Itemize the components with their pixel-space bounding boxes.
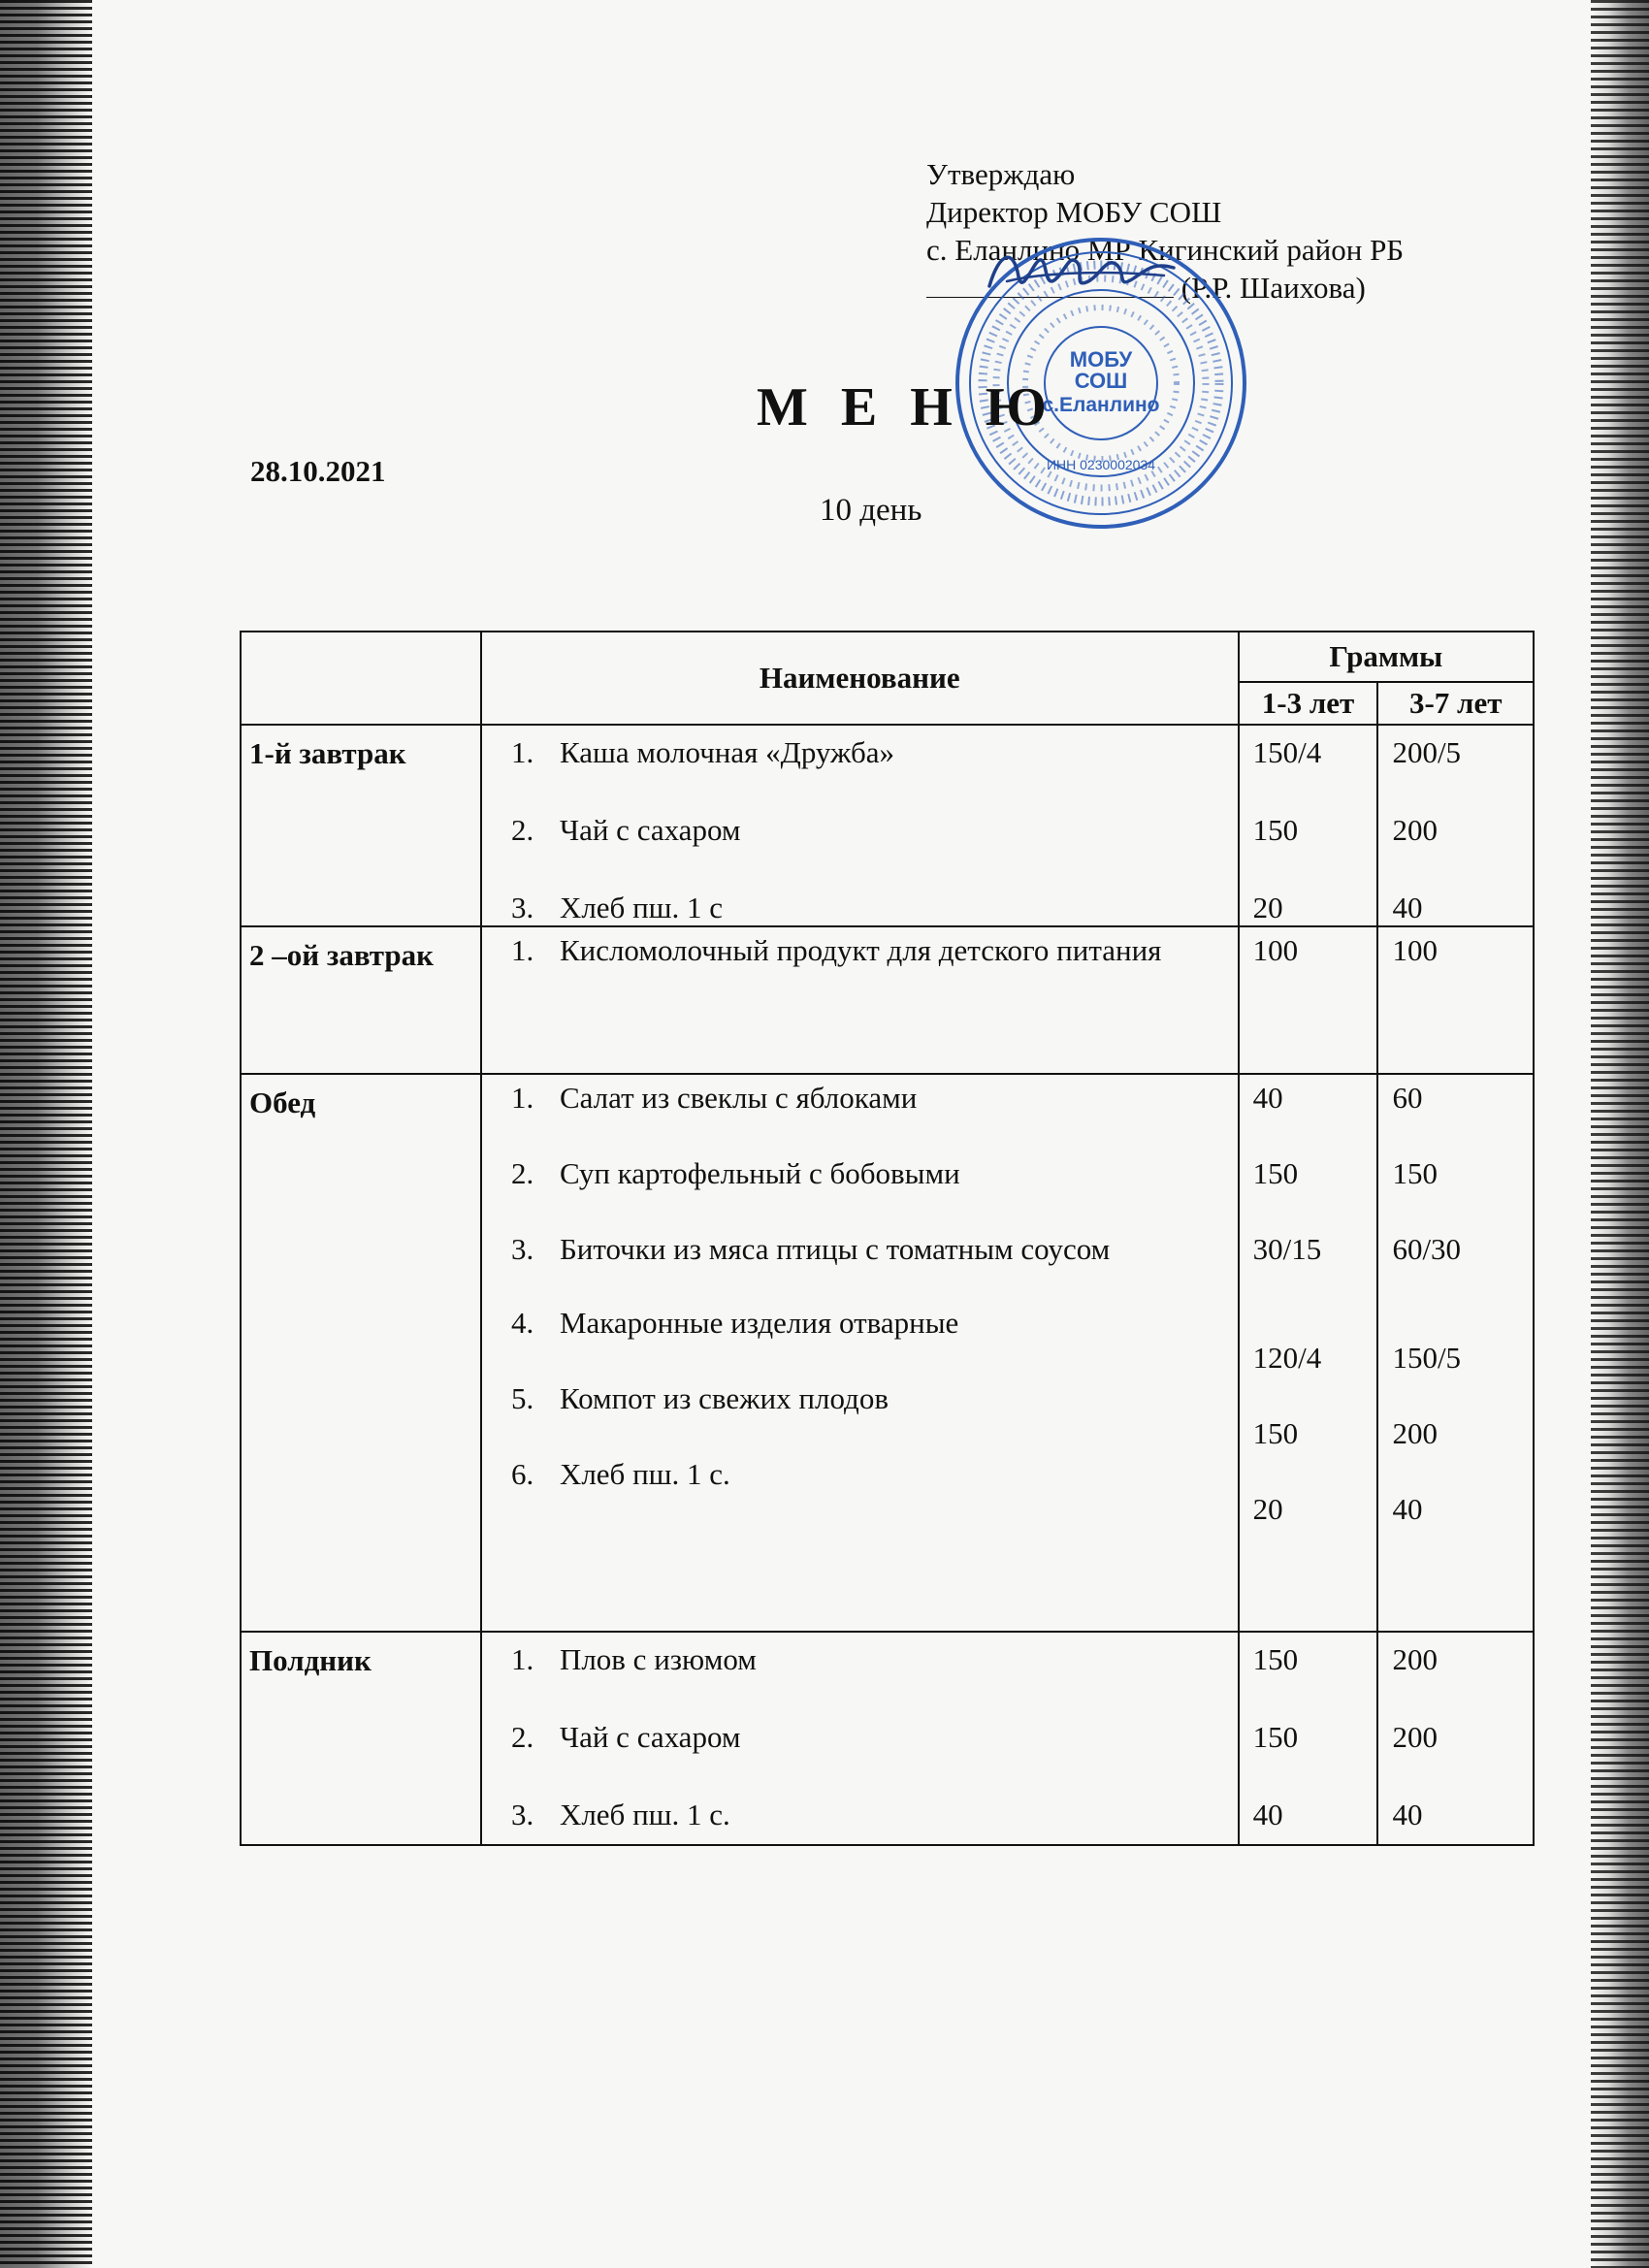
grams-value: 100: [1252, 933, 1299, 967]
grams-value: 40: [1392, 1798, 1423, 1831]
grams-value: 60/30: [1392, 1232, 1462, 1266]
item-number: 2.: [510, 813, 534, 847]
grams-value: 150/4: [1252, 735, 1322, 769]
list-item: [482, 1232, 1238, 1267]
list-item: [482, 1081, 1238, 1116]
header-age-2: 3-7 лет: [1377, 682, 1534, 725]
page-title: М Е Н Ю: [757, 377, 1056, 437]
grams-value: 150: [1392, 1156, 1438, 1190]
scan-edge-left: [0, 0, 92, 2268]
menu-table: [240, 631, 1535, 1846]
approval-signatory: (Р.Р. Шаихова): [1180, 271, 1366, 305]
grams-value: 30/15: [1252, 1232, 1322, 1266]
item-number: 1.: [510, 1081, 534, 1115]
grams-value: 200: [1392, 1416, 1438, 1450]
grams-value: 40: [1392, 1492, 1423, 1526]
item-number: 1.: [510, 735, 534, 769]
item-name: Кисломолочный продукт для детского питания: [559, 933, 1162, 967]
menu-day: 10 день: [820, 493, 922, 528]
grams-value: 120/4: [1252, 1341, 1322, 1375]
grams-value: 60: [1392, 1081, 1423, 1115]
approval-position: Директор МОБУ СОШ: [926, 195, 1222, 229]
grams-value: 150: [1252, 1156, 1299, 1190]
grams-value: 40: [1392, 891, 1423, 924]
grams-1-3-cell: [1239, 926, 1378, 1074]
approval-heading: Утверждаю: [926, 157, 1076, 191]
item-name: Салат из свеклы с яблоками: [559, 1081, 918, 1115]
stamp-center-line3: с.Еланлино: [1042, 394, 1160, 416]
grams-value: 150: [1252, 1416, 1299, 1450]
grams-value: 40: [1252, 1798, 1283, 1831]
item-number: 5.: [510, 1381, 534, 1415]
item-name: Суп картофельный с бобовыми: [559, 1156, 960, 1190]
grams-value: 200: [1392, 1720, 1438, 1754]
grams-1-3-cell: [1239, 1074, 1378, 1632]
grams-value: 150: [1252, 1642, 1299, 1676]
item-name: Чай с сахаром: [559, 813, 741, 847]
table-row: [241, 725, 1534, 926]
scan-edge-right: [1591, 0, 1649, 2268]
header-empty: [241, 632, 481, 725]
item-number: 1.: [510, 933, 534, 967]
table-header-row: [241, 632, 1534, 682]
item-number: 1.: [510, 1642, 534, 1676]
item-number: 2.: [510, 1720, 534, 1754]
item-name: Компот из свежих плодов: [559, 1381, 889, 1415]
grams-3-7-cell: [1377, 1632, 1534, 1845]
meal-items: [481, 725, 1239, 926]
item-name: Хлеб пш. 1 с: [559, 891, 724, 924]
approval-organization: с. Еланлино МР Кигинский район РБ: [926, 233, 1405, 267]
grams-1-3-cell: [1239, 1632, 1378, 1845]
grams-value: 150/5: [1392, 1341, 1462, 1375]
header-age-1: 1-3 лет: [1239, 682, 1378, 725]
grams-value: 150: [1252, 1720, 1299, 1754]
meal-name: 1-й завтрак: [241, 725, 481, 926]
table-row: [241, 1074, 1534, 1632]
grams-value: 100: [1392, 933, 1438, 967]
item-name: Макаронные изделия отварные: [559, 1306, 959, 1340]
grams-value: 150: [1252, 813, 1299, 847]
stamp-inn: ИНН 0230002034: [1046, 457, 1156, 472]
item-number: 3.: [510, 1798, 534, 1831]
header-name: Наименование: [481, 632, 1239, 725]
item-name: Хлеб пш. 1 с.: [559, 1457, 730, 1491]
header-grams: Граммы: [1239, 632, 1534, 682]
grams-value: 200/5: [1392, 735, 1462, 769]
meal-name: 2 –ой завтрак: [241, 926, 481, 1074]
table-row: [241, 926, 1534, 1074]
stamp-center-line1: МОБУ: [1069, 347, 1133, 372]
meal-items: [481, 1632, 1239, 1845]
meal-name: Обед: [241, 1074, 481, 1632]
grams-3-7-cell: [1377, 1074, 1534, 1632]
meal-name: Полдник: [241, 1632, 481, 1845]
item-name: Биточки из мяса птицы с томатным соусом: [559, 1232, 1111, 1266]
meal-items: [481, 1074, 1239, 1632]
grams-value: 40: [1252, 1081, 1283, 1115]
item-number: 3.: [510, 891, 534, 924]
list-item: [482, 1306, 1238, 1341]
item-name: Чай с сахаром: [559, 1720, 741, 1754]
list-item: [482, 1798, 1238, 1832]
list-item: [482, 1156, 1238, 1191]
list-item: [482, 1457, 1238, 1492]
item-name: Хлеб пш. 1 с.: [559, 1798, 730, 1831]
grams-3-7-cell: [1377, 926, 1534, 1074]
grams-1-3-cell: [1239, 725, 1378, 926]
list-item: [482, 1642, 1238, 1677]
item-number: 6.: [510, 1457, 534, 1491]
grams-value: 200: [1392, 813, 1438, 847]
list-item: [482, 1381, 1238, 1416]
meal-items: [481, 926, 1239, 1074]
item-number: 4.: [510, 1306, 534, 1340]
grams-value: 20: [1252, 1492, 1283, 1526]
grams-value: 200: [1392, 1642, 1438, 1676]
stamp-center-line2: СОШ: [1074, 369, 1128, 393]
item-number: 2.: [510, 1156, 534, 1190]
item-name: Плов с изюмом: [559, 1642, 757, 1676]
table-row: [241, 1632, 1534, 1845]
list-item: [482, 933, 1238, 968]
grams-3-7-cell: [1377, 725, 1534, 926]
list-item: [482, 735, 1238, 770]
grams-value: 20: [1252, 891, 1283, 924]
list-item: [482, 1720, 1238, 1755]
item-number: 3.: [510, 1232, 534, 1266]
list-item: [482, 813, 1238, 848]
handwritten-signature: [980, 233, 1183, 310]
menu-date: 28.10.2021: [250, 454, 386, 488]
item-name: Каша молочная «Дружба»: [559, 735, 895, 769]
list-item: [482, 891, 1238, 925]
